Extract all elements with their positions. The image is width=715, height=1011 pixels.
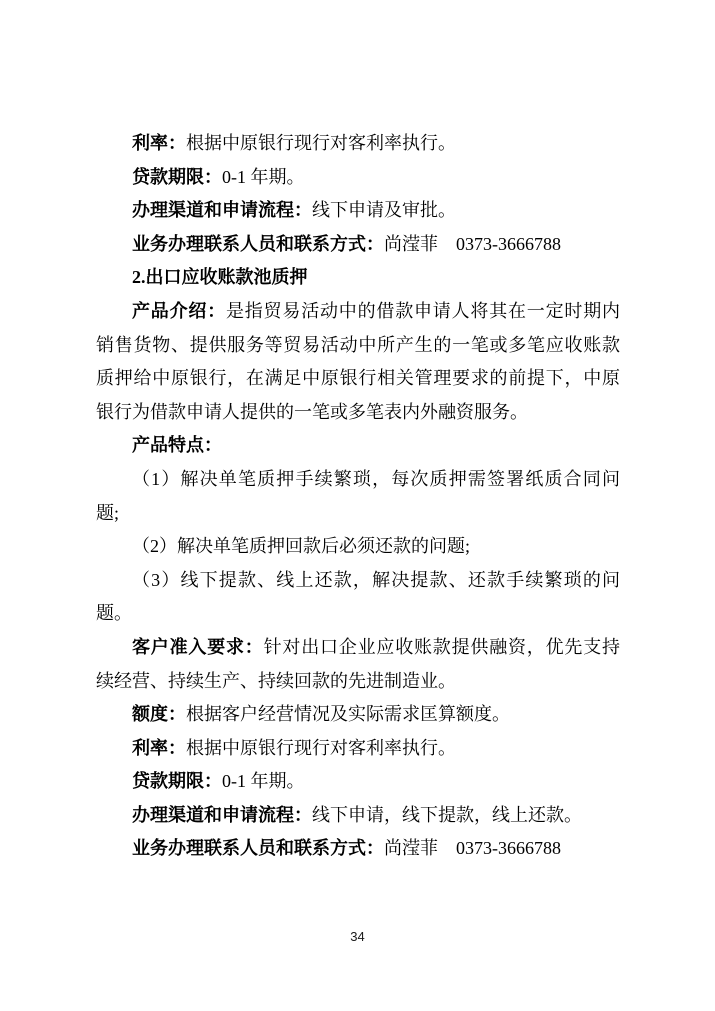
line-text: 根据中原银行现行对客利率执行。 — [186, 133, 456, 153]
line-text: 根据客户经营情况及实际需求匡算额度。 — [186, 704, 510, 725]
text-line — [96, 295, 620, 329]
line-text: 是指贸易活动中的借款申请人将其在一定时期内 — [226, 300, 620, 321]
line-text: （2）解决单笔质押回款后必须还款的问题; — [132, 536, 470, 557]
line-text: 根据中原银行现行对客利率执行。 — [186, 737, 456, 758]
line-text: 针对出口企业应收账款提供融资，优先支持 — [263, 636, 621, 657]
line-label: 利率： — [132, 133, 186, 153]
line-label: 利率： — [132, 737, 186, 758]
text-line — [96, 765, 620, 799]
line-label: 办理渠道和申请流程： — [132, 200, 312, 221]
text-line — [96, 127, 620, 161]
text-line — [96, 530, 620, 564]
line-text: 销售货物、提供服务等贸易活动中所产生的一笔或多笔应收账款 — [96, 334, 620, 355]
text-line — [96, 362, 620, 396]
text-line — [96, 631, 620, 665]
text-line — [96, 564, 620, 598]
line-text: 质押给中原银行，在满足中原银行相关管理要求的前提下，中原 — [96, 368, 620, 389]
line-label: 贷款期限： — [132, 166, 222, 187]
line-text: （1）解决单笔质押手续繁琐，每次质押需签署纸质合同问 — [132, 468, 620, 489]
line-text: （3）线下提款、线上还款，解决提款、还款手续繁琐的问 — [132, 569, 620, 590]
line-text: 续经营、持续生产、持续回款的先进制造业。 — [96, 670, 456, 691]
text-line — [96, 665, 620, 699]
line-text: 尚滢菲 0373-3666788 — [384, 233, 561, 254]
line-text: 题。 — [96, 603, 132, 624]
text-line — [96, 194, 620, 228]
line-label: 2.出口应收账款池质押 — [132, 267, 308, 288]
text-line — [96, 698, 620, 732]
line-text: 0-1 年期。 — [222, 166, 305, 187]
line-label: 产品特点： — [132, 435, 222, 456]
line-text: 线下申请，线下提款，线上还款。 — [312, 804, 582, 825]
line-label: 额度： — [132, 704, 186, 725]
line-label: 客户准入要求： — [132, 636, 264, 657]
line-text: 0-1 年期。 — [222, 771, 305, 792]
text-line — [96, 832, 620, 866]
text-line — [96, 732, 620, 766]
line-text: 题; — [96, 502, 120, 523]
line-label: 办理渠道和申请流程： — [132, 804, 312, 825]
line-label: 产品介绍： — [132, 300, 226, 321]
page-number: 34 — [350, 929, 365, 944]
line-text: 线下申请及审批。 — [312, 200, 456, 221]
text-line — [96, 799, 620, 833]
text-line — [96, 463, 620, 497]
line-label: 业务办理联系人员和联系方式： — [132, 838, 384, 859]
text-line — [96, 161, 620, 195]
document-body — [96, 127, 620, 866]
text-line — [96, 329, 620, 363]
text-line — [96, 597, 620, 631]
text-line — [96, 228, 620, 262]
text-line — [96, 497, 620, 531]
line-label: 业务办理联系人员和联系方式： — [132, 233, 384, 254]
text-line — [96, 429, 620, 463]
line-text: 银行为借款申请人提供的一笔或多笔表内外融资服务。 — [96, 401, 528, 422]
text-line — [96, 396, 620, 430]
text-line — [96, 261, 620, 295]
line-label: 贷款期限： — [132, 771, 222, 792]
line-text: 尚滢菲 0373-3666788 — [384, 838, 561, 859]
